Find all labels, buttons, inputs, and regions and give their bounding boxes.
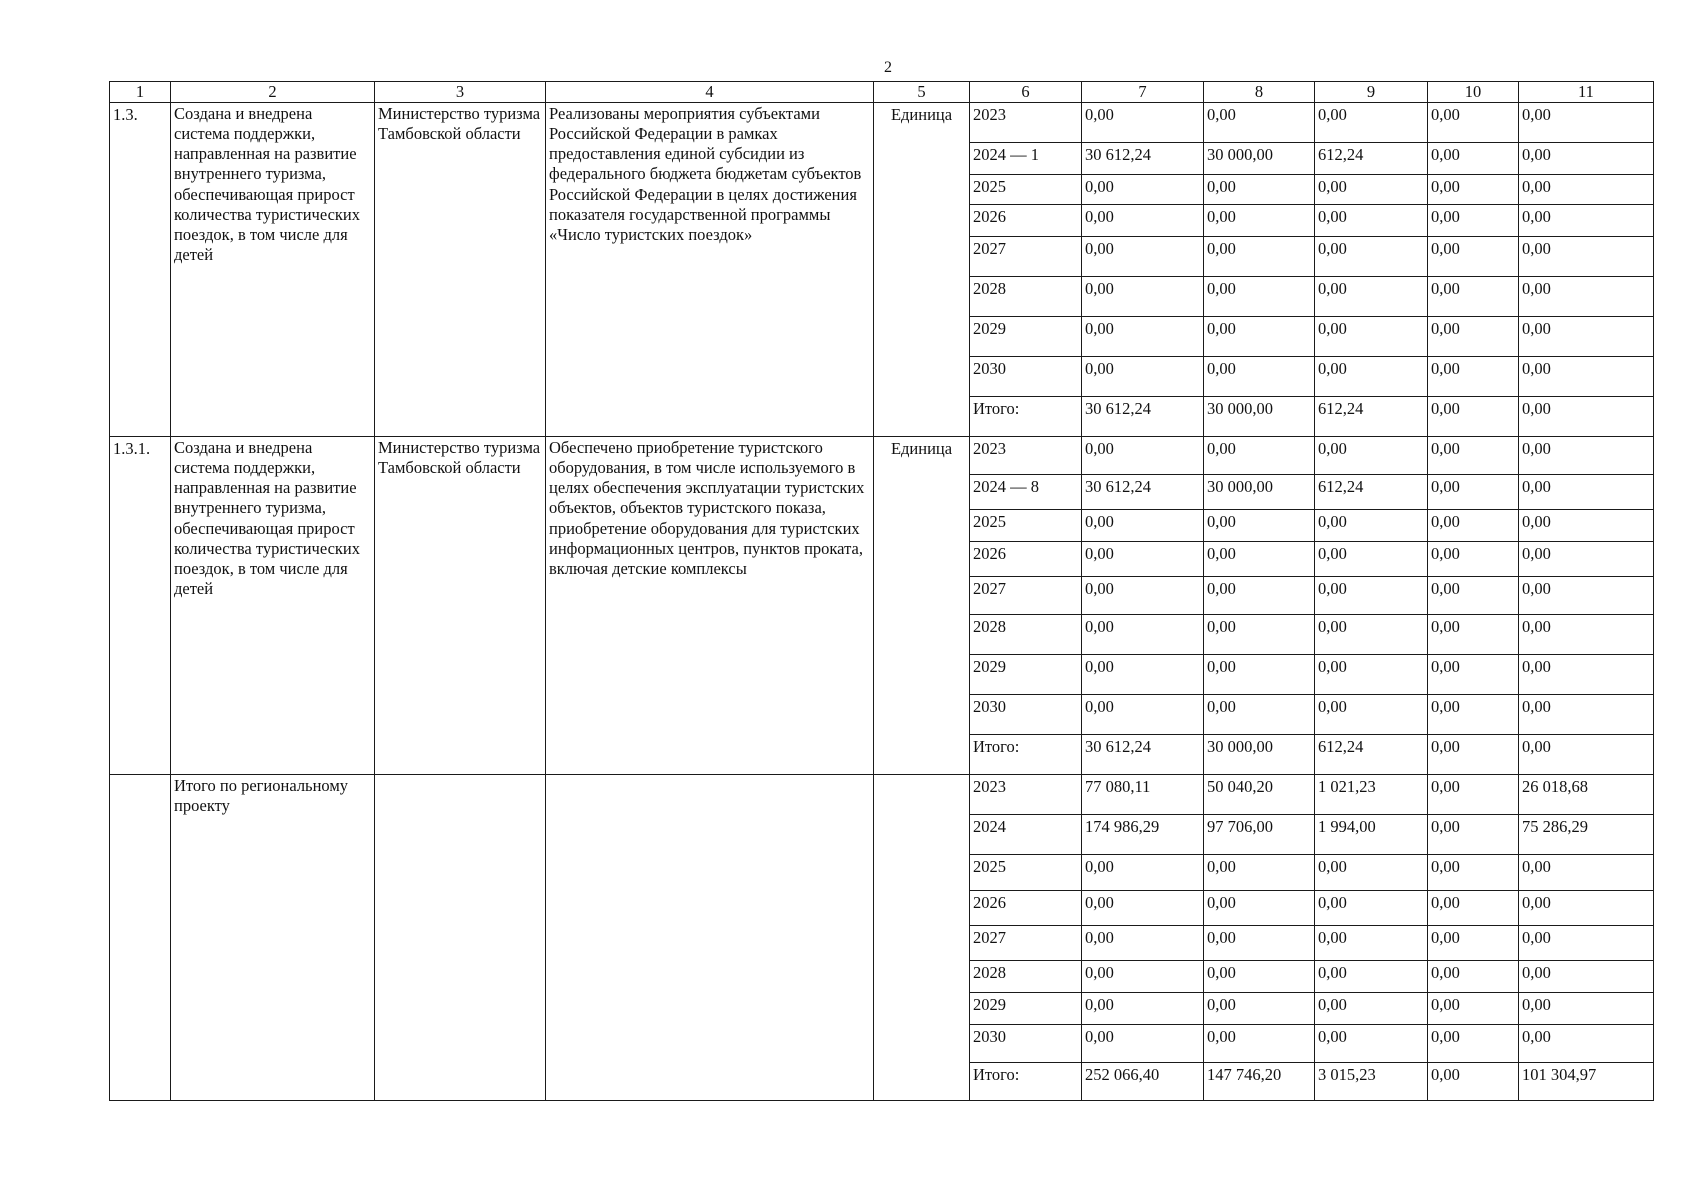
value-cell: 0,00	[1204, 891, 1315, 926]
value-cell: 0,00	[1315, 926, 1428, 961]
value-cell: 0,00	[1428, 277, 1519, 317]
section-responsible	[375, 775, 546, 1101]
value-cell: 30 612,24	[1082, 475, 1204, 510]
section-result: Реализованы мероприятия субъектами Российской Федерации в рамках предоставления единой субсидии из федерального бюджета бюджетам субъектов Российской Федерации в целях достижения показателя государственной программы «Число туристских поездок»	[546, 103, 874, 437]
value-cell: 0,00	[1428, 475, 1519, 510]
value-cell: 0,00	[1519, 577, 1654, 615]
year-cell: 2025	[970, 855, 1082, 891]
column-header-1: 1	[110, 82, 171, 103]
total-cell: 101 304,97	[1519, 1063, 1654, 1101]
value-cell: 0,00	[1428, 357, 1519, 397]
value-cell: 0,00	[1082, 615, 1204, 655]
year-cell: 2027	[970, 926, 1082, 961]
total-cell: 30 000,00	[1204, 735, 1315, 775]
section-number: 1.3.	[110, 103, 171, 437]
section-name: Создана и внедрена система поддержки, направленная на развитие внутреннего туризма, обеспечивающая прирост количества туристических поездок, в том числе для детей	[171, 437, 375, 775]
year-cell: 2028	[970, 961, 1082, 993]
year-cell: 2023	[970, 103, 1082, 143]
value-cell: 0,00	[1428, 317, 1519, 357]
value-cell: 0,00	[1204, 103, 1315, 143]
value-cell: 0,00	[1428, 1025, 1519, 1063]
column-header-6: 6	[970, 82, 1082, 103]
value-cell: 0,00	[1082, 926, 1204, 961]
value-cell: 0,00	[1315, 103, 1428, 143]
value-cell: 612,24	[1315, 143, 1428, 175]
value-cell: 0,00	[1082, 695, 1204, 735]
year-cell: 2030	[970, 357, 1082, 397]
year-cell: 2024 — 8	[970, 475, 1082, 510]
value-cell: 0,00	[1082, 961, 1204, 993]
total-cell: 147 746,20	[1204, 1063, 1315, 1101]
table-row	[110, 437, 1654, 475]
value-cell: 0,00	[1428, 891, 1519, 926]
value-cell: 0,00	[1082, 317, 1204, 357]
total-label: Итого:	[970, 1063, 1082, 1101]
value-cell: 0,00	[1204, 615, 1315, 655]
column-header-5: 5	[874, 82, 970, 103]
value-cell: 0,00	[1204, 357, 1315, 397]
value-cell: 97 706,00	[1204, 815, 1315, 855]
value-cell: 0,00	[1082, 357, 1204, 397]
value-cell: 0,00	[1204, 855, 1315, 891]
total-cell: 30 612,24	[1082, 735, 1204, 775]
value-cell: 0,00	[1519, 1025, 1654, 1063]
header-row	[110, 82, 1654, 103]
section-number	[110, 775, 171, 1101]
value-cell: 0,00	[1428, 437, 1519, 475]
total-cell: 612,24	[1315, 397, 1428, 437]
value-cell: 0,00	[1315, 542, 1428, 577]
value-cell: 0,00	[1315, 855, 1428, 891]
value-cell: 0,00	[1204, 695, 1315, 735]
value-cell: 75 286,29	[1519, 815, 1654, 855]
total-cell: 30 000,00	[1204, 397, 1315, 437]
value-cell: 0,00	[1315, 357, 1428, 397]
value-cell: 0,00	[1204, 961, 1315, 993]
value-cell: 0,00	[1204, 542, 1315, 577]
table-row	[110, 775, 1654, 815]
value-cell: 0,00	[1519, 993, 1654, 1025]
value-cell: 0,00	[1204, 926, 1315, 961]
value-cell: 174 986,29	[1082, 815, 1204, 855]
value-cell: 0,00	[1519, 855, 1654, 891]
value-cell: 0,00	[1315, 510, 1428, 542]
year-cell: 2026	[970, 542, 1082, 577]
value-cell: 0,00	[1519, 926, 1654, 961]
total-cell: 30 612,24	[1082, 397, 1204, 437]
value-cell: 0,00	[1204, 437, 1315, 475]
total-cell: 252 066,40	[1082, 1063, 1204, 1101]
value-cell: 0,00	[1428, 103, 1519, 143]
year-cell: 2024	[970, 815, 1082, 855]
value-cell: 0,00	[1204, 205, 1315, 237]
column-header-4: 4	[546, 82, 874, 103]
total-label: Итого:	[970, 735, 1082, 775]
value-cell: 0,00	[1315, 695, 1428, 735]
year-cell: 2025	[970, 175, 1082, 205]
year-cell: 2030	[970, 695, 1082, 735]
value-cell: 0,00	[1315, 437, 1428, 475]
value-cell: 0,00	[1428, 510, 1519, 542]
value-cell: 30 612,24	[1082, 143, 1204, 175]
value-cell: 0,00	[1315, 277, 1428, 317]
value-cell: 0,00	[1315, 1025, 1428, 1063]
value-cell: 0,00	[1204, 237, 1315, 277]
value-cell: 0,00	[1519, 317, 1654, 357]
financing-table	[109, 81, 1654, 1101]
year-cell: 2029	[970, 655, 1082, 695]
page-number: 2	[884, 59, 892, 76]
year-cell: 2026	[970, 891, 1082, 926]
value-cell: 0,00	[1519, 475, 1654, 510]
year-cell: 2024 — 1	[970, 143, 1082, 175]
total-cell: 0,00	[1428, 735, 1519, 775]
value-cell: 0,00	[1428, 542, 1519, 577]
value-cell: 612,24	[1315, 475, 1428, 510]
value-cell: 0,00	[1082, 542, 1204, 577]
value-cell: 0,00	[1519, 357, 1654, 397]
value-cell: 0,00	[1082, 891, 1204, 926]
value-cell: 0,00	[1315, 577, 1428, 615]
value-cell: 0,00	[1204, 317, 1315, 357]
value-cell: 0,00	[1082, 205, 1204, 237]
column-header-10: 10	[1428, 82, 1519, 103]
value-cell: 0,00	[1428, 205, 1519, 237]
column-header-11: 11	[1519, 82, 1654, 103]
year-cell: 2023	[970, 437, 1082, 475]
section-name: Создана и внедрена система поддержки, направленная на развитие внутреннего туризма, обеспечивающая прирост количества туристических поездок, в том числе для детей	[171, 103, 375, 437]
value-cell: 0,00	[1519, 655, 1654, 695]
value-cell: 0,00	[1082, 237, 1204, 277]
value-cell: 1 021,23	[1315, 775, 1428, 815]
value-cell: 0,00	[1082, 103, 1204, 143]
year-cell: 2027	[970, 577, 1082, 615]
value-cell: 0,00	[1082, 175, 1204, 205]
value-cell: 0,00	[1428, 815, 1519, 855]
total-cell: 0,00	[1428, 397, 1519, 437]
value-cell: 0,00	[1204, 175, 1315, 205]
value-cell: 0,00	[1428, 961, 1519, 993]
column-header-2: 2	[171, 82, 375, 103]
section-number: 1.3.1.	[110, 437, 171, 775]
value-cell: 0,00	[1204, 655, 1315, 695]
value-cell: 0,00	[1428, 695, 1519, 735]
total-cell: 3 015,23	[1315, 1063, 1428, 1101]
value-cell: 0,00	[1428, 237, 1519, 277]
total-cell: 0,00	[1519, 735, 1654, 775]
value-cell: 0,00	[1519, 510, 1654, 542]
value-cell: 0,00	[1519, 143, 1654, 175]
year-cell: 2026	[970, 205, 1082, 237]
section-result	[546, 775, 874, 1101]
section-name: Итого по региональному проекту	[171, 775, 375, 1101]
section-responsible: Министерство туризма Тамбовской области	[375, 103, 546, 437]
section-result: Обеспечено приобретение туристского оборудования, в том числе используемого в целях обеспечения эксплуатации туристских объектов, объектов туристского показа, приобретение оборудования для туристских информационных центров, пунктов проката, включая детские комплексы	[546, 437, 874, 775]
section-unit: Единица	[874, 437, 970, 775]
value-cell: 0,00	[1519, 103, 1654, 143]
value-cell: 0,00	[1519, 615, 1654, 655]
value-cell: 0,00	[1315, 615, 1428, 655]
value-cell: 0,00	[1204, 510, 1315, 542]
value-cell: 0,00	[1428, 655, 1519, 695]
value-cell: 0,00	[1204, 993, 1315, 1025]
value-cell: 0,00	[1082, 277, 1204, 317]
value-cell: 0,00	[1204, 577, 1315, 615]
value-cell: 30 000,00	[1204, 143, 1315, 175]
value-cell: 0,00	[1315, 655, 1428, 695]
value-cell: 0,00	[1428, 577, 1519, 615]
value-cell: 30 000,00	[1204, 475, 1315, 510]
value-cell: 26 018,68	[1519, 775, 1654, 815]
value-cell: 0,00	[1519, 205, 1654, 237]
value-cell: 0,00	[1082, 655, 1204, 695]
value-cell: 0,00	[1082, 510, 1204, 542]
value-cell: 0,00	[1315, 993, 1428, 1025]
value-cell: 0,00	[1428, 775, 1519, 815]
value-cell: 0,00	[1519, 891, 1654, 926]
section-unit: Единица	[874, 103, 970, 437]
value-cell: 0,00	[1428, 615, 1519, 655]
value-cell: 0,00	[1519, 542, 1654, 577]
value-cell: 77 080,11	[1082, 775, 1204, 815]
value-cell: 0,00	[1082, 577, 1204, 615]
year-cell: 2028	[970, 277, 1082, 317]
value-cell: 50 040,20	[1204, 775, 1315, 815]
column-header-7: 7	[1082, 82, 1204, 103]
value-cell: 0,00	[1315, 175, 1428, 205]
column-header-9: 9	[1315, 82, 1428, 103]
total-cell: 0,00	[1428, 1063, 1519, 1101]
year-cell: 2025	[970, 510, 1082, 542]
column-header-3: 3	[375, 82, 546, 103]
section-unit	[874, 775, 970, 1101]
table-row	[110, 103, 1654, 143]
value-cell: 0,00	[1082, 993, 1204, 1025]
value-cell: 0,00	[1519, 175, 1654, 205]
year-cell: 2028	[970, 615, 1082, 655]
value-cell: 0,00	[1082, 1025, 1204, 1063]
value-cell: 0,00	[1428, 993, 1519, 1025]
year-cell: 2029	[970, 993, 1082, 1025]
value-cell: 0,00	[1519, 237, 1654, 277]
value-cell: 0,00	[1519, 437, 1654, 475]
column-header-8: 8	[1204, 82, 1315, 103]
value-cell: 0,00	[1315, 237, 1428, 277]
value-cell: 0,00	[1315, 205, 1428, 237]
value-cell: 0,00	[1204, 277, 1315, 317]
value-cell: 0,00	[1428, 926, 1519, 961]
value-cell: 0,00	[1082, 855, 1204, 891]
year-cell: 2029	[970, 317, 1082, 357]
total-cell: 0,00	[1519, 397, 1654, 437]
value-cell: 0,00	[1428, 855, 1519, 891]
value-cell: 0,00	[1315, 961, 1428, 993]
value-cell: 0,00	[1315, 891, 1428, 926]
year-cell: 2027	[970, 237, 1082, 277]
total-cell: 612,24	[1315, 735, 1428, 775]
year-cell: 2030	[970, 1025, 1082, 1063]
value-cell: 0,00	[1519, 961, 1654, 993]
value-cell: 0,00	[1204, 1025, 1315, 1063]
section-responsible: Министерство туризма Тамбовской области	[375, 437, 546, 775]
value-cell: 0,00	[1428, 175, 1519, 205]
value-cell: 0,00	[1428, 143, 1519, 175]
value-cell: 0,00	[1315, 317, 1428, 357]
year-cell: 2023	[970, 775, 1082, 815]
total-label: Итого:	[970, 397, 1082, 437]
value-cell: 1 994,00	[1315, 815, 1428, 855]
value-cell: 0,00	[1519, 695, 1654, 735]
value-cell: 0,00	[1519, 277, 1654, 317]
value-cell: 0,00	[1082, 437, 1204, 475]
